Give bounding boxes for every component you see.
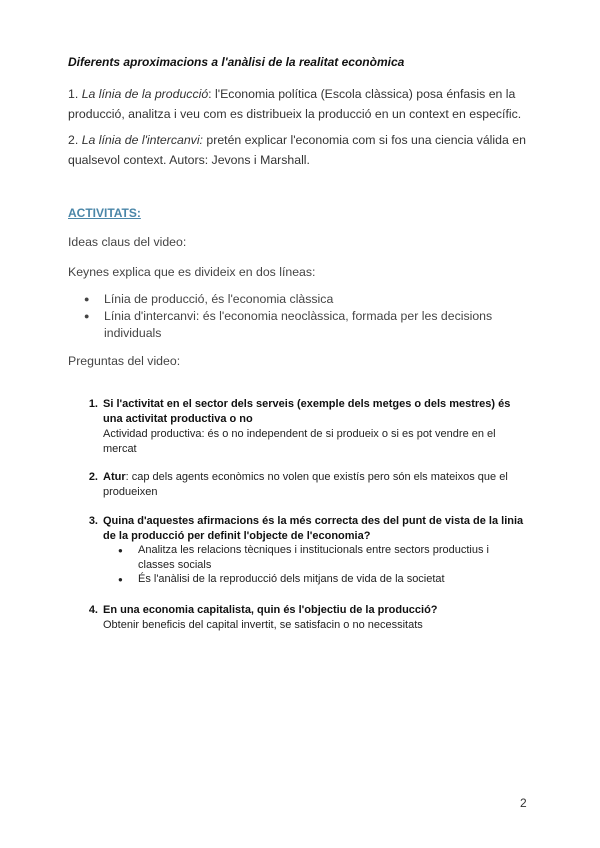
answer-text: Actividad productiva: és o no independent de si produeix o si es pot vendre en el mercat bbox=[103, 428, 496, 455]
question-text: Quina d'aquestes afirmacions és la més correcta des del punt de vista de la linia de la producció per definit l'objecte de l'economia? bbox=[103, 515, 524, 542]
questions-label: Preguntas del video: bbox=[68, 354, 181, 368]
answer-text: : cap dels agents econòmics no volen que existís pero són els mateixos que el produeixen bbox=[103, 471, 508, 498]
question-2 bbox=[84, 470, 524, 500]
approach-1 bbox=[68, 84, 538, 124]
approach-2 bbox=[68, 130, 538, 170]
question-1 bbox=[84, 397, 524, 457]
question-3 bbox=[84, 514, 524, 544]
option-text: És l'anàlisi de la reproducció dels mitjans de vida de la societat bbox=[138, 573, 445, 585]
list-item bbox=[84, 291, 524, 308]
bullet-icon: ● bbox=[84, 294, 90, 304]
approach-text: pretén explicar l'economia com si fos una ciencia válida en qualsevol context. Autors: Jevons i Marshall. bbox=[68, 133, 526, 167]
option-item bbox=[118, 572, 528, 587]
approach-number: 2. bbox=[68, 133, 79, 147]
question-text: En una economia capitalista, quin és l'objectiu de la producció? bbox=[103, 604, 438, 616]
bullet-icon: ● bbox=[118, 546, 123, 555]
ideas-label: Ideas claus del video: bbox=[68, 235, 187, 249]
bullet-icon: ● bbox=[84, 311, 90, 321]
question-text: Atur bbox=[103, 471, 126, 483]
bullet-icon: ● bbox=[118, 575, 123, 584]
question-number: 4. bbox=[88, 604, 98, 616]
list-item-text: Línia d'intercanvi: és l'economia neoclàssica, formada per les decisions individuals bbox=[104, 309, 493, 340]
question-number: 1. bbox=[88, 398, 98, 410]
answer-text: Obtenir beneficis del capital invertit, se satisfacin o no necessitats bbox=[103, 619, 423, 631]
question-number: 2. bbox=[88, 471, 98, 483]
approach-number: 1. bbox=[68, 87, 79, 101]
question-number: 3. bbox=[88, 515, 98, 527]
approach-term: La línia de la producció bbox=[81, 87, 209, 101]
list-item-text: Línia de producció, és l'economia clàssica bbox=[104, 292, 334, 306]
page-number: 2 bbox=[520, 796, 527, 810]
option-text: Analitza les relacions tècniques i institucionals entre sectors productius i classes socials bbox=[138, 544, 489, 571]
section-heading: Diferents aproximacions a l'anàlisi de la realitat econòmica bbox=[68, 55, 405, 69]
question-4 bbox=[84, 603, 524, 633]
keynes-line: Keynes explica que es divideix en dos líneas: bbox=[68, 265, 316, 279]
list-item bbox=[84, 308, 524, 342]
question-text: Si l'activitat en el sector dels serveis (exemple dels metges o dels mestres) és una activitat productiva o no bbox=[103, 398, 511, 425]
approach-term: La línia de l'intercanvi: bbox=[81, 133, 203, 147]
option-item bbox=[118, 543, 528, 573]
approach-separator: : bbox=[208, 87, 212, 101]
activities-title: ACTIVITATS: bbox=[68, 206, 141, 220]
approach-text: l'Economia política (Escola clàssica) posa énfasis en la producció, analitza i veu com es distribueix la producció en un context en específic. bbox=[68, 87, 522, 121]
